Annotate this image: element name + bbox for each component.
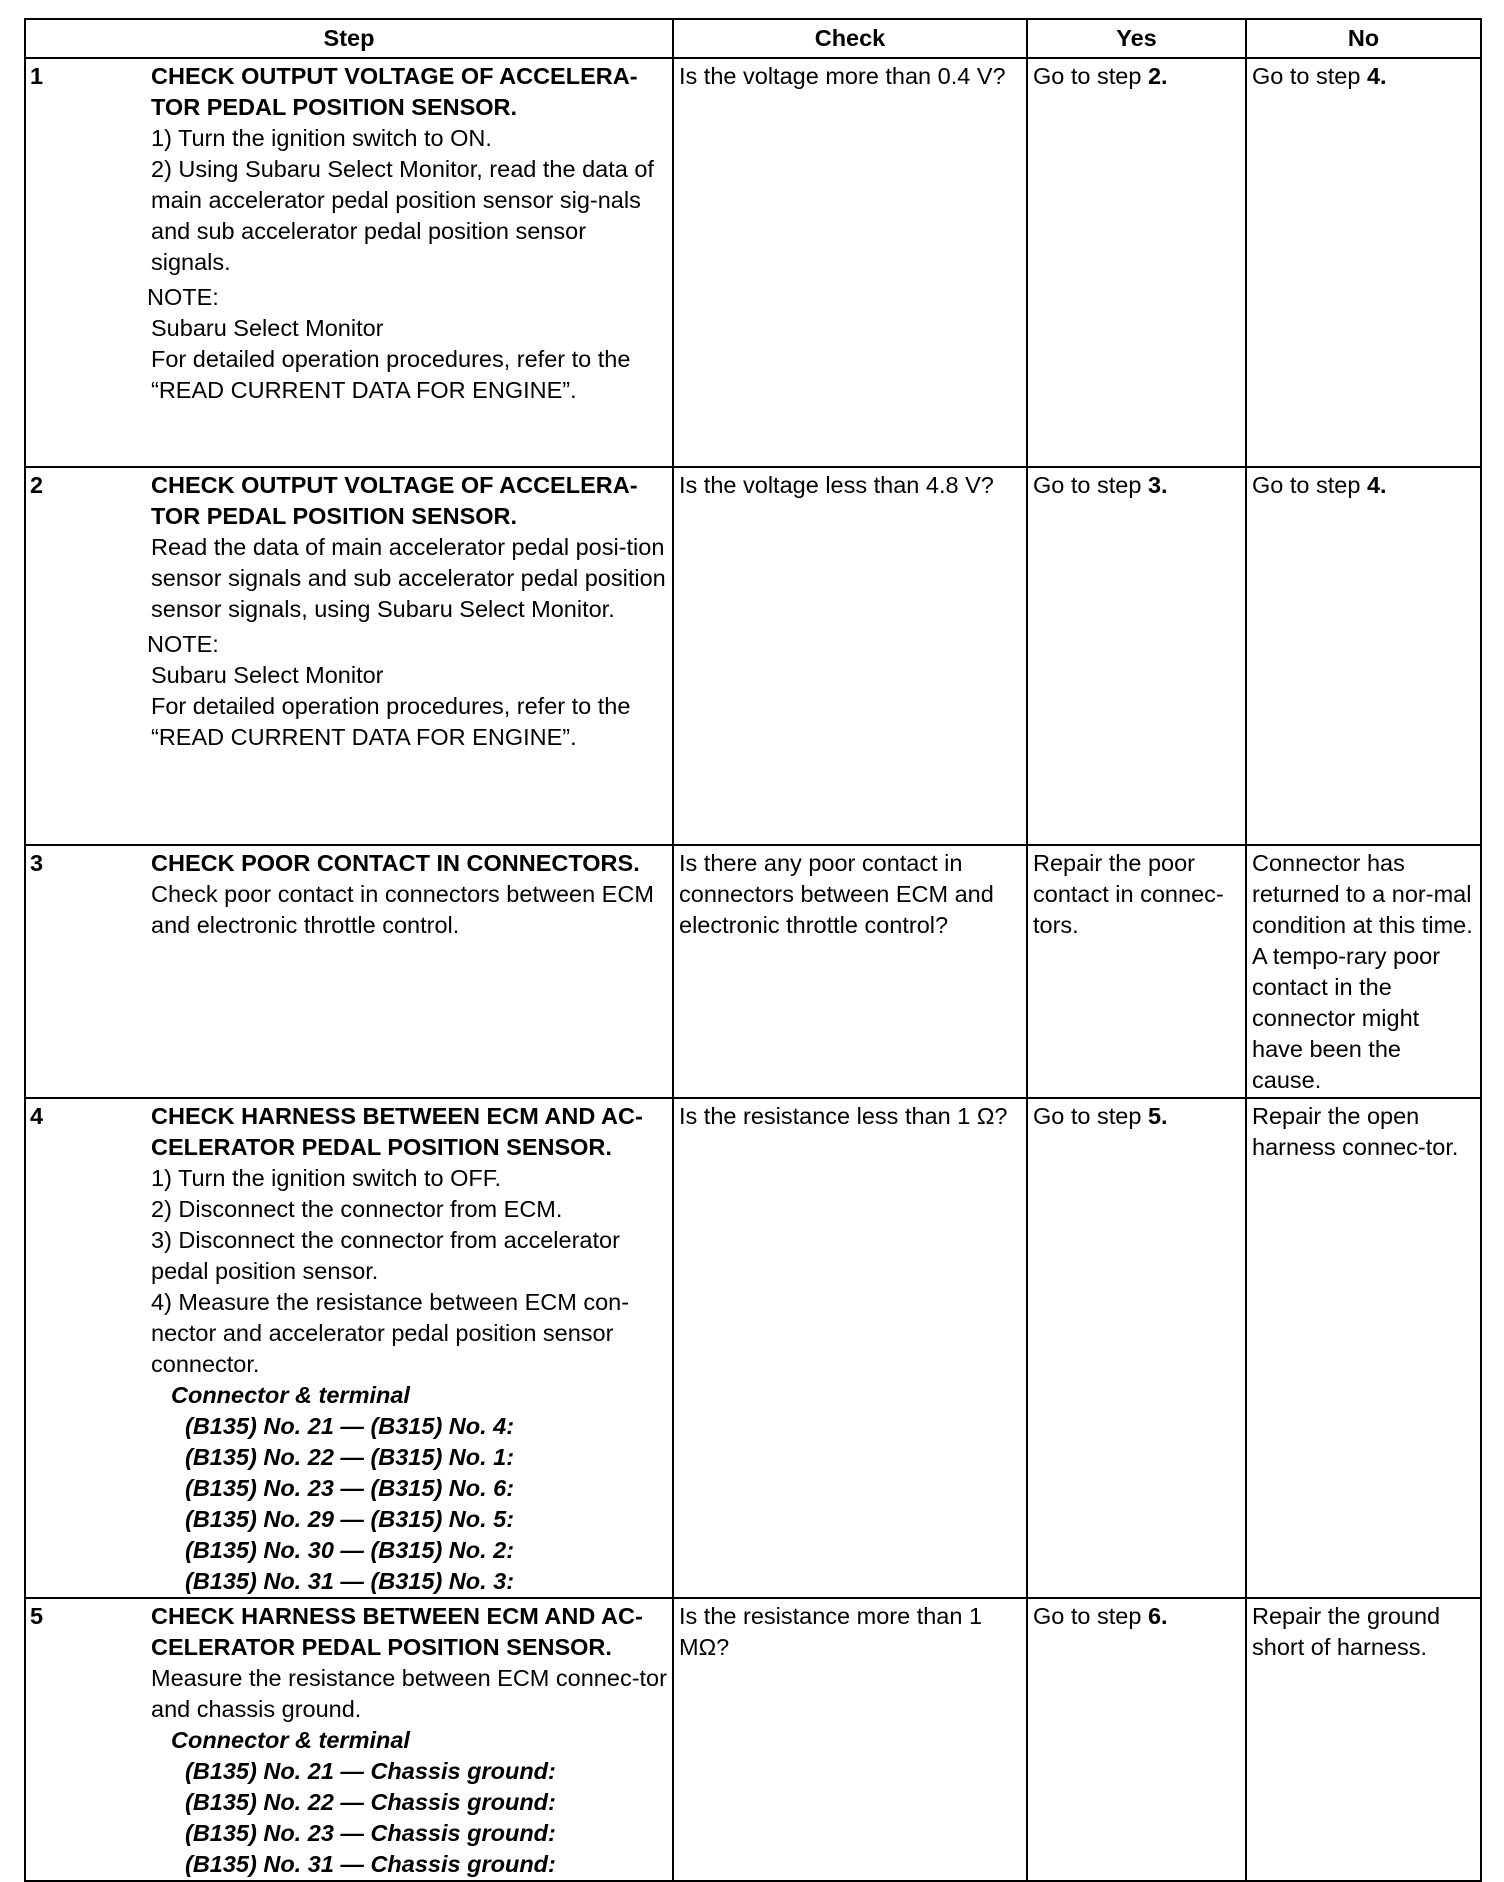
yes-cell	[1027, 1098, 1246, 1598]
step-title: CHECK POOR CONTACT IN CONNECTORS.	[151, 850, 640, 876]
check-cell: Is the voltage more than 0.4 V?	[673, 58, 1027, 467]
header-yes: Yes	[1027, 19, 1246, 58]
yes-prefix: Go to step	[1033, 1103, 1148, 1129]
yes-step-ref: 6.	[1147, 1603, 1168, 1629]
connector-terminal-item: (B135) No. 31 — Chassis ground:	[185, 1851, 556, 1877]
connector-terminal-item: (B135) No. 22 — (B315) No. 1:	[185, 1444, 515, 1470]
header-step: Step	[25, 19, 673, 58]
step-content	[149, 845, 673, 1098]
connector-terminal-item: (B135) No. 22 — Chassis ground:	[185, 1789, 556, 1815]
step-title: CHECK OUTPUT VOLTAGE OF ACCELERA-TOR PEDAL POSITION SENSOR.	[151, 472, 638, 529]
note-label: NOTE:	[147, 631, 219, 657]
step-title: CHECK HARNESS BETWEEN ECM AND AC-CELERATOR PEDAL POSITION SENSOR.	[151, 1603, 643, 1660]
table-row	[25, 467, 1481, 845]
connector-terminal-item: (B135) No. 23 — Chassis ground:	[185, 1820, 556, 1846]
yes-prefix: Go to step	[1033, 63, 1148, 89]
header-no: No	[1246, 19, 1481, 58]
connector-terminal-item: (B135) No. 23 — (B315) No. 6:	[185, 1475, 515, 1501]
no-cell: Connector has returned to a nor-mal condition at this time. A tempo-rary poor contact in the connector might have been the cause.	[1246, 845, 1481, 1098]
yes-prefix: Go to step	[1033, 472, 1148, 498]
yes-prefix: Go to step	[1033, 1603, 1148, 1629]
no-step-ref: 4.	[1366, 63, 1387, 89]
check-cell: Is the voltage less than 4.8 V?	[673, 467, 1027, 845]
step-number: 4	[25, 1098, 149, 1598]
step-number: 3	[25, 845, 149, 1098]
table-row	[25, 845, 1481, 1098]
step-number: 2	[25, 467, 149, 845]
table-row	[25, 58, 1481, 467]
note-line: Subaru Select Monitor	[151, 662, 384, 688]
step-line: 1) Turn the ignition switch to ON.	[151, 125, 492, 151]
check-cell: Is the resistance more than 1 MΩ?	[673, 1598, 1027, 1881]
no-cell: Repair the ground short of harness.	[1246, 1598, 1481, 1881]
header-check: Check	[673, 19, 1027, 58]
connector-terminal-title: Connector & terminal	[171, 1727, 410, 1753]
step-content	[149, 1598, 673, 1881]
check-cell: Is the resistance less than 1 Ω?	[673, 1098, 1027, 1598]
yes-step-ref: 5.	[1147, 1103, 1168, 1129]
connector-terminal-item: (B135) No. 31 — (B315) No. 3:	[185, 1568, 515, 1594]
step-number: 1	[25, 58, 149, 467]
no-prefix: Go to step	[1252, 63, 1367, 89]
step-content	[149, 467, 673, 845]
step-line: Check poor contact in connectors between ECM and electronic throttle control.	[151, 881, 654, 938]
step-line: 3) Disconnect the connector from accelerator pedal position sensor.	[151, 1227, 620, 1284]
table-row	[25, 1098, 1481, 1598]
step-content	[149, 1098, 673, 1598]
note-label: NOTE:	[147, 284, 219, 310]
yes-cell: Repair the poor contact in connec-tors.	[1027, 845, 1246, 1098]
no-cell	[1246, 58, 1481, 467]
yes-step-ref: 3.	[1147, 472, 1168, 498]
yes-cell	[1027, 58, 1246, 467]
connector-terminal-item: (B135) No. 29 — (B315) No. 5:	[185, 1506, 515, 1532]
connector-terminal-title: Connector & terminal	[171, 1382, 410, 1408]
step-title: CHECK HARNESS BETWEEN ECM AND AC-CELERATOR PEDAL POSITION SENSOR.	[151, 1103, 643, 1160]
note-line: For detailed operation procedures, refer to the “READ CURRENT DATA FOR ENGINE”.	[151, 693, 631, 750]
no-cell: Repair the open harness connec-tor.	[1246, 1098, 1481, 1598]
step-content	[149, 58, 673, 467]
note-line: Subaru Select Monitor	[151, 315, 384, 341]
no-prefix: Go to step	[1252, 472, 1367, 498]
no-cell	[1246, 467, 1481, 845]
step-title: CHECK OUTPUT VOLTAGE OF ACCELERA-TOR PEDAL POSITION SENSOR.	[151, 63, 638, 120]
diagnostic-procedure-sheet	[24, 18, 1480, 1882]
step-line: 2) Disconnect the connector from ECM.	[151, 1196, 563, 1222]
step-line: Measure the resistance between ECM connec-tor and chassis ground.	[151, 1665, 667, 1722]
step-line: 2) Using Subaru Select Monitor, read the data of main accelerator pedal position sensor sig-nals and sub accelerator pedal position sensor signals.	[151, 156, 654, 275]
yes-step-ref: 2.	[1147, 63, 1168, 89]
yes-cell	[1027, 467, 1246, 845]
connector-terminal-item: (B135) No. 21 — Chassis ground:	[185, 1758, 556, 1784]
table-header-row	[25, 19, 1481, 58]
table-row	[25, 1598, 1481, 1881]
step-line: 4) Measure the resistance between ECM con-nector and accelerator pedal position sensor connector.	[151, 1289, 630, 1377]
no-step-ref: 4.	[1366, 472, 1387, 498]
yes-cell	[1027, 1598, 1246, 1881]
step-line: Read the data of main accelerator pedal posi-tion sensor signals and sub accelerator pedal position sensor signals, using Subaru Select Monitor.	[151, 534, 666, 622]
check-cell: Is there any poor contact in connectors between ECM and electronic throttle control?	[673, 845, 1027, 1098]
connector-terminal-item: (B135) No. 30 — (B315) No. 2:	[185, 1537, 515, 1563]
step-line: 1) Turn the ignition switch to OFF.	[151, 1165, 502, 1191]
note-line: For detailed operation procedures, refer to the “READ CURRENT DATA FOR ENGINE”.	[151, 346, 631, 403]
diagnostic-table	[24, 18, 1482, 1882]
step-number: 5	[25, 1598, 149, 1881]
connector-terminal-item: (B135) No. 21 — (B315) No. 4:	[185, 1413, 515, 1439]
